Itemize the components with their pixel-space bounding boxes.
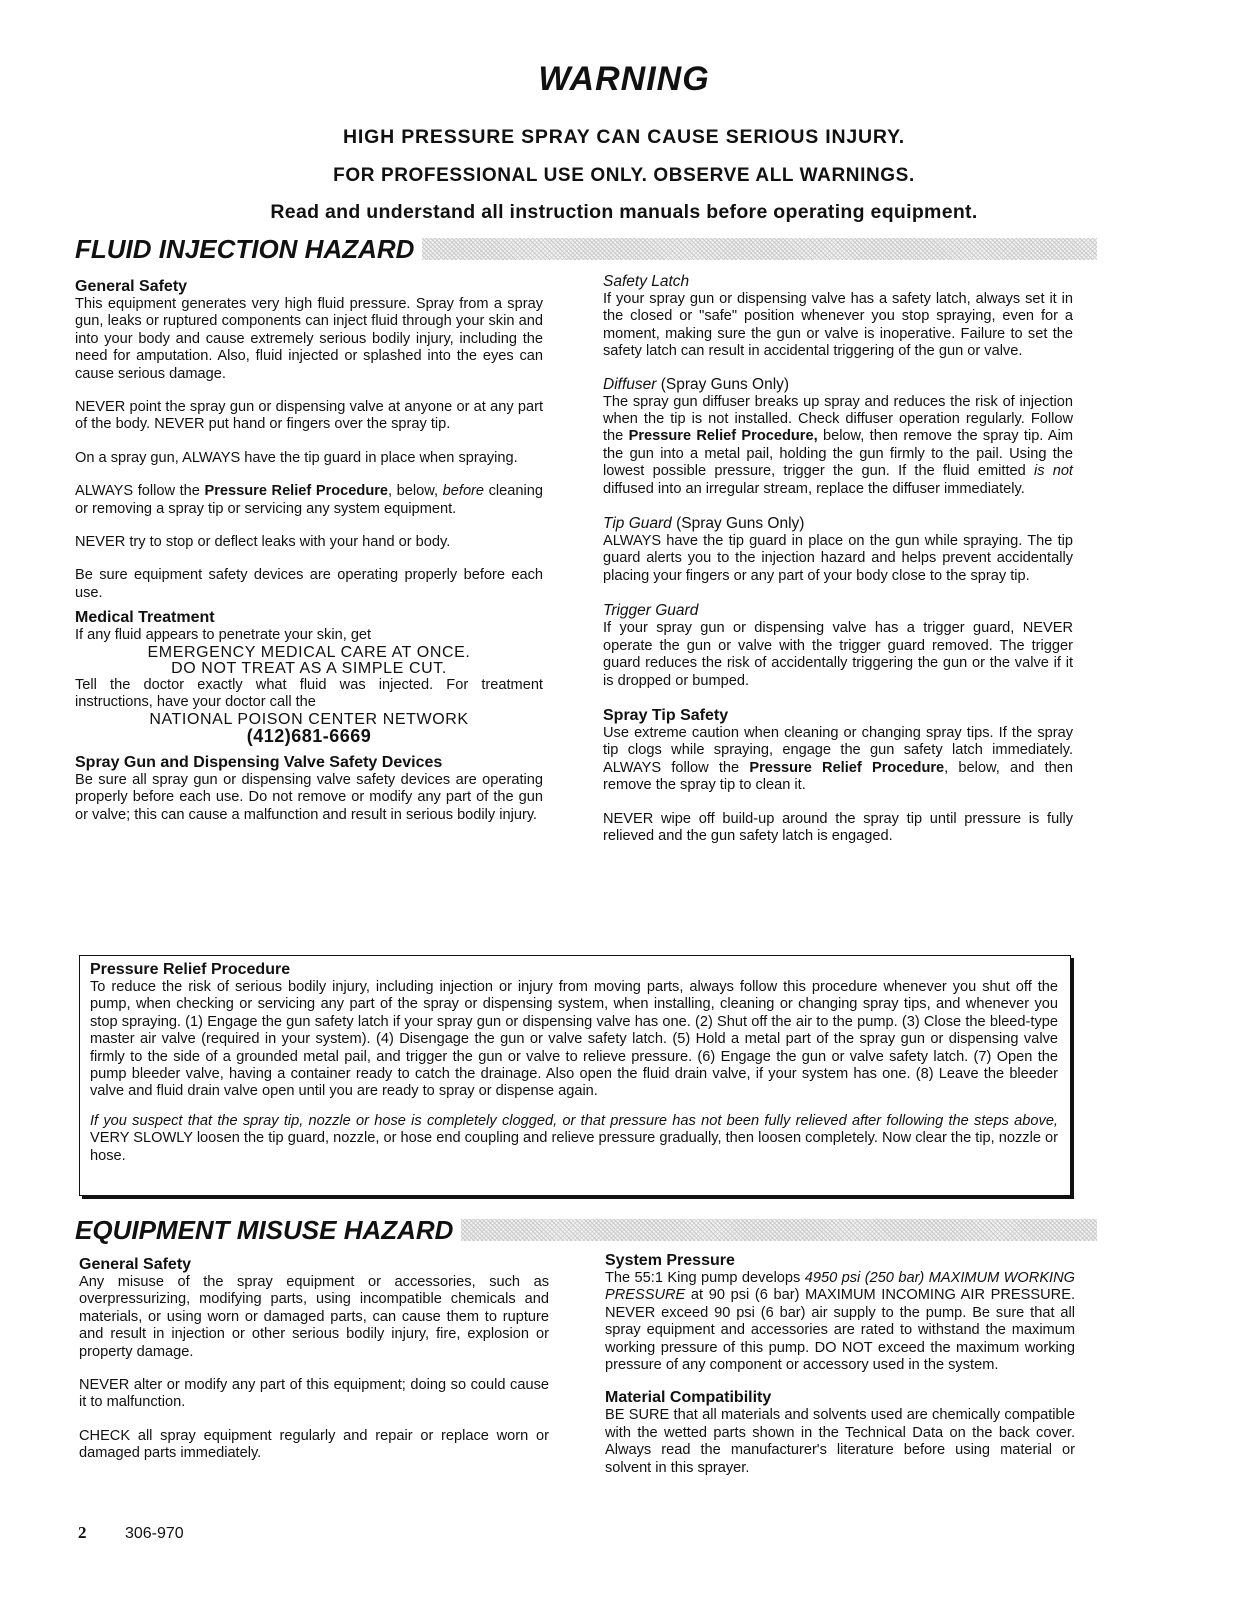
spray-tip-safety-heading: Spray Tip Safety: [603, 706, 729, 724]
pressure-relief-reminder-paragraph: ALWAYS follow the Pressure Relief Procedure, below, before cleaning or removing a spray tip or servicing any system equipment.: [75, 483, 543, 517]
general-safety-heading: General Safety: [75, 278, 188, 295]
equipment-misuse-hazard-heading: [75, 1209, 1097, 1243]
equipment-misuse-right-column: [605, 1251, 1075, 1493]
medical-treatment-heading: Medical Treatment: [75, 609, 215, 627]
pressure-relief-steps: To reduce the risk of serious bodily injury, including injection or injury from moving parts, always follow this procedure whenever you shut off the pump, when checking or servicing any part of the spray or dispensing system, when installing, cleaning or changing spray tips, and whenever you stop spraying. (1) Engage the gun safety latch if your spray gun or dispensing valve has one. (2) Shut off the air to the pump. (3) Close the bleed-type master air valve (required in your system). (4) Disengage the gun or valve safety latch. (5) Hold a metal part of the spray gun or dispensing valve firmly to the side of a grounded metal pail, and trigger the gun or valve to relieve pressure. (6) Engage the gun or valve safety latch. (7) Open the pump bleeder valve, having a container ready to catch the drainage. Also open the fluid drain valve, if your system has one. (8) Leave the bleeder valve and fluid drain valve open until you are ready to spray or dispense again.: [90, 979, 1058, 1100]
fluid-injection-right-column: [603, 272, 1073, 861]
tip-guard-text: ALWAYS have the tip guard in place on the gun while spraying. The tip guard alerts you to the injection hazard and helps prevent accidentally placing your fingers or any part of your body close to the spray tip.: [603, 533, 1073, 584]
tip-guard-heading: Tip Guard (Spray Guns Only): [603, 515, 805, 533]
never-stop-leaks-paragraph: NEVER try to stop or deflect leaks with your hand or body.: [75, 534, 451, 551]
trigger-guard-heading: Trigger Guard: [603, 602, 699, 620]
fluid-injection-hazard-heading: [75, 228, 1097, 262]
medical-treatment-intro: If any fluid appears to penetrate your skin, get: [75, 627, 372, 644]
pressure-relief-procedure-box: [79, 955, 1071, 1196]
tell-doctor-text: Tell the doctor exactly what fluid was injected. For treatment instructions, have your doctor call the: [75, 676, 543, 711]
safety-latch-heading: Safety Latch: [603, 273, 690, 290]
heading-shaded-bar: [422, 238, 1097, 260]
never-wipe-text: NEVER wipe off build-up around the spray tip until pressure is fully relieved and the gun safety latch is engaged.: [603, 810, 1073, 844]
tip-guard-paragraph: On a spray gun, ALWAYS have the tip guard in place when spraying.: [75, 449, 518, 466]
page-footer: [78, 1523, 184, 1543]
warning-title: WARNING: [538, 60, 710, 98]
do-not-treat-line: DO NOT TREAT AS A SIMPLE CUT.: [171, 659, 447, 677]
fluid-injection-hazard-label: FLUID INJECTION HAZARD: [75, 234, 415, 264]
general-safety-paragraph: This equipment generates very high fluid pressure. Spray from a spray gun, leaks or ruptured components can inject fluid through your skin and into your body and cause extremely serious bodily injury, including the need for amputation. Also, fluid injected or splashed into the eyes can cause serious damage.: [75, 296, 543, 382]
warning-subtitle-professional-use: FOR PROFESSIONAL USE ONLY. OBSERVE ALL WARNINGS.: [333, 165, 915, 186]
poison-center-phone: (412)681-6669: [246, 725, 372, 746]
document-number: 306-970: [124, 1525, 184, 1542]
emergency-care-line: EMERGENCY MEDICAL CARE AT ONCE.: [147, 643, 471, 661]
equipment-misuse-hazard-label: EQUIPMENT MISUSE HAZARD: [75, 1215, 454, 1245]
heading-shaded-bar: [461, 1219, 1097, 1241]
page-number: 2: [78, 1523, 87, 1542]
safety-devices-text: Be sure all spray gun or dispensing valve safety devices are operating properly before each use. Do not remove or modify any part of the gun or valve; this can cause a malfunction and result in serious bodily injury.: [75, 771, 543, 823]
system-pressure-text: The 55:1 King pump develops 4950 psi (250 bar) MAXIMUM WORKING PRESSURE at 90 psi (6 bar) MAXIMUM INCOMING AIR PRESSURE. NEVER exceed 90 psi (6 bar) air supply to the pump. Be sure that all spray equipment and accessories are rated to withstand the maximum working pressure of this pump. DO NOT exceed the maximum working pressure of any component or accessory used in the system.: [605, 1270, 1075, 1374]
trigger-guard-text: If your spray gun or dispensing valve has a trigger guard, NEVER operate the gun or valve with the trigger guard removed. The trigger guard reduces the risk of accidentally triggering the gun or the valve if it is dropped or bumped.: [603, 620, 1073, 689]
pressure-relief-heading: Pressure Relief Procedure: [90, 961, 291, 978]
poison-center-network: NATIONAL POISON CENTER NETWORK: [149, 710, 469, 728]
material-compatibility-text: BE SURE that all materials and solvents used are chemically compatible with the wetted parts shown in the Technical Data on the back cover. Always read the manufacturer's literature before using material or solvent in this sprayer.: [605, 1407, 1075, 1476]
safety-devices-paragraph: Be sure equipment safety devices are operating properly before each use.: [75, 567, 543, 601]
diffuser-text: The spray gun diffuser breaks up spray and reduces the risk of injection when the tip is not installed. Check diffuser operation regularly. Follow the Pressure Relief Procedure, below, then remove the spray tip. Aim the gun into a metal pail, holding the gun firmly to the pail. Using the lowest possible pressure, trigger the gun. If the fluid emitted is not diffused into an irregular stream, replace the diffuser immediately.: [603, 393, 1073, 497]
equipment-misuse-left-column: [79, 1255, 549, 1479]
warning-subtitle-high-pressure: HIGH PRESSURE SPRAY CAN CAUSE SERIOUS INJURY.: [343, 126, 905, 148]
misuse-general-safety-text: Any misuse of the spray equipment or accessories, such as overpressurizing, modifying parts, using incompatible chemicals and materials, or using worn or damaged parts, can cause them to rupture and result in injection or other serious bodily injury, fire, explosion or property damage.: [79, 1274, 549, 1360]
pressure-relief-clogged-note: If you suspect that the spray tip, nozzle or hose is completely clogged, or that pressure has not been fully relieved after following the steps above, VERY SLOWLY loosen the tip guard, nozzle, or hose end coupling and relieve pressure gradually, then loosen completely. Now clear the tip, nozzle or hose.: [90, 1112, 1058, 1164]
safety-latch-text: If your spray gun or dispensing valve has a safety latch, always set it in the closed or "safe" position whenever you stop spraying, even for a moment, making sure the gun or valve is inoperative. Failure to set the safety latch can result in accidental triggering of the gun or valve.: [603, 291, 1073, 360]
material-compatibility-heading: Material Compatibility: [605, 1389, 772, 1407]
fluid-injection-left-column: [75, 277, 543, 840]
spray-tip-safety-text: Use extreme caution when cleaning or changing spray tips. If the spray tip clogs while spraying, engage the gun safety latch immediately. ALWAYS follow the Pressure Relief Procedure, below, and then remove the spray tip to clean it.: [603, 724, 1073, 794]
warning-subtitle-read-manuals: Read and understand all instruction manuals before operating equipment.: [270, 201, 978, 223]
diffuser-heading: Diffuser (Spray Guns Only): [603, 375, 790, 393]
misuse-general-safety-heading: General Safety: [79, 1256, 192, 1273]
never-point-paragraph: NEVER point the spray gun or dispensing valve at anyone or at any part of the body. NEVER put hand or fingers over the spray tip.: [75, 399, 543, 433]
check-equipment-text: CHECK all spray equipment regularly and repair or replace worn or damaged parts immediately.: [79, 1427, 549, 1462]
safety-devices-heading: Spray Gun and Dispensing Valve Safety Devices: [75, 753, 443, 771]
system-pressure-heading: System Pressure: [605, 1252, 735, 1269]
never-alter-text: NEVER alter or modify any part of this equipment; doing so could cause it to malfunction.: [79, 1377, 549, 1411]
